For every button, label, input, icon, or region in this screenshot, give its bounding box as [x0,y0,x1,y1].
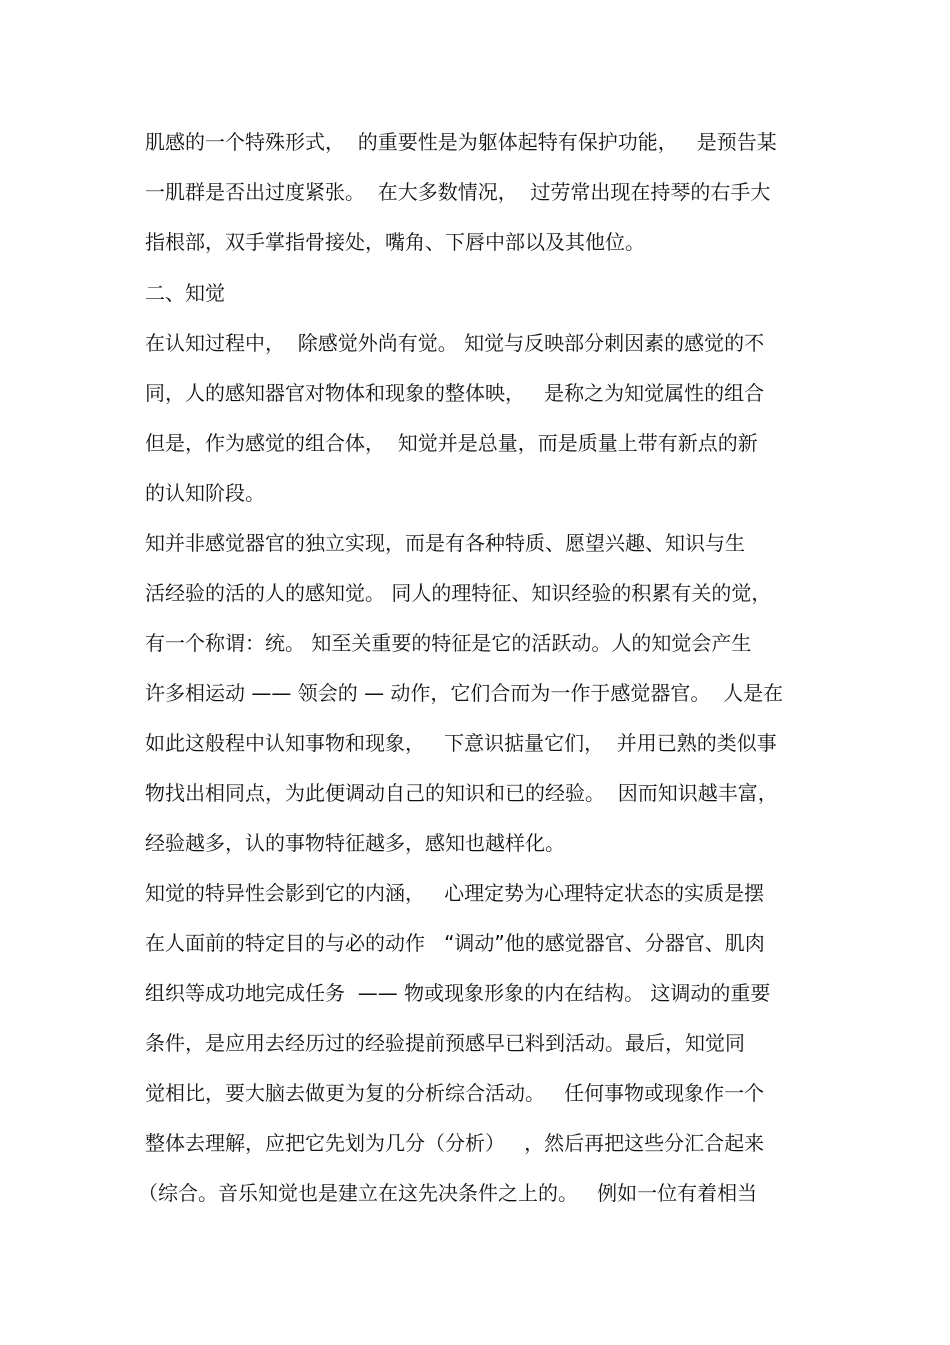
text-line: 知并非感觉器官的独立实现，而是有各种特质、愿望兴趣、知识与生 [145,531,745,555]
text-line: 在人面前的特定目的与必的动作 “调动”他的感觉器官、分器官、肌肉 [145,931,765,955]
text-line: 在认知过程中， 除感觉外尚有觉。 知觉与反映部分刺因素的感觉的不 [145,331,765,355]
text-line: （综合。音乐知觉也是建立在这先决条件之上的。 例如一位有着相当 [138,1181,758,1205]
section-heading: 二、知觉 [145,281,225,305]
text-line: 知觉的特异性会影到它的内涵， 心理定势为心理特定状态的实质是摆 [145,881,765,905]
text-line: 物找出相同点，为此便调动自己的知识和已的经验。 因而知识越丰富， [145,781,778,805]
text-line: 的认知阶段。 [145,481,265,505]
text-line: 一肌群是否出过度紧张。 在大多数情况， 过劳常出现在持琴的右手大 [145,180,771,204]
text-line: 如此这般程中认知事物和现象， 下意识掂量它们， 并用已熟的类似事 [145,731,777,755]
text-line: 许多相运动 —— 领会的 — 动作，它们合而为一作于感觉器官。 人是在 [145,681,784,705]
text-line: 同，人的感知器官对物体和现象的整体映， 是称之为知觉属性的组合 [145,381,765,405]
text-line: 经验越多，认的事物特征越多，感知也越样化。 [145,831,565,855]
text-line: 活经验的活的人的感知觉。 同人的理特征、知识经验的积累有关的觉， [145,581,772,605]
text-line: 条件，是应用去经历过的经验提前预感早已料到活动。最后，知觉同 [145,1031,745,1055]
text-line: 指根部，双手掌指骨接处，嘴角、下唇中部以及其他位。 [145,230,645,254]
text-line: 组织等成功地完成任务 —— 物或现象形象的内在结构。 这调动的重要 [145,981,771,1005]
text-line: 肌感的一个特殊形式， 的重要性是为躯体起特有保护功能， 是预告某 [145,130,777,154]
text-line: 整体去理解，应把它先划为几分（分析） ，然后再把这些分汇合起来 [145,1131,765,1155]
text-line: 但是，作为感觉的组合体， 知觉并是总量，而是质量上带有新点的新 [145,431,758,455]
text-line: 有一个称谓：统。 知至关重要的特征是它的活跃动。人的知觉会产生 [145,631,752,655]
text-line: 觉相比，要大脑去做更为复的分析综合活动。 任何事物或现象作一个 [145,1081,765,1105]
